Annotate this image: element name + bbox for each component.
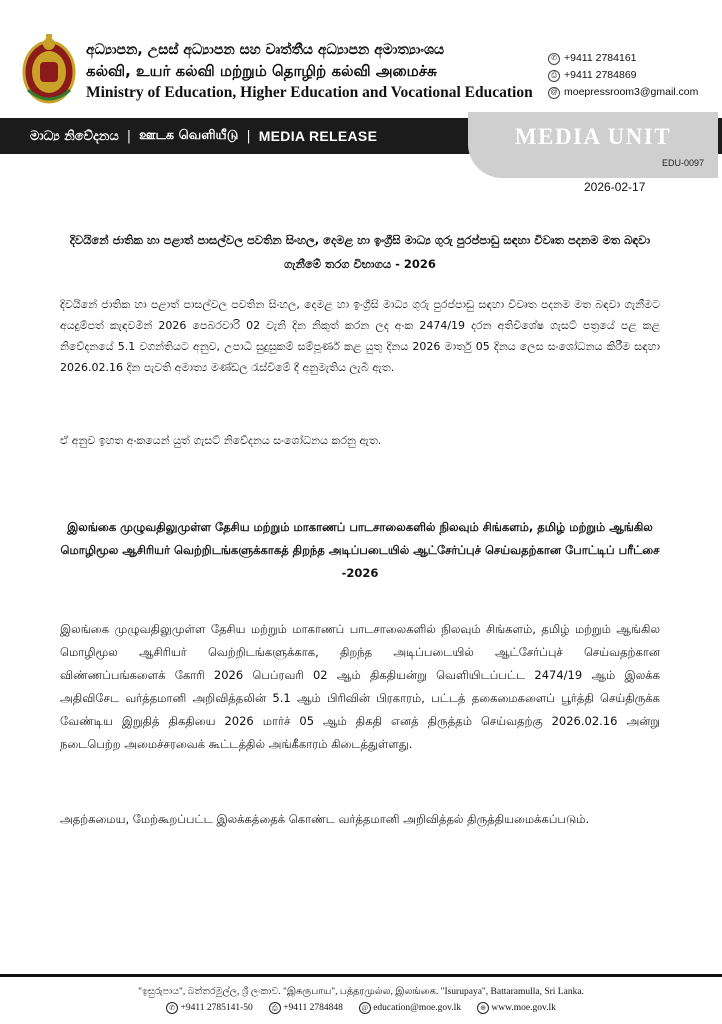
globe-icon: ⊕ (477, 1002, 489, 1014)
email-icon: @ (359, 1002, 371, 1014)
release-code: EDU-0097 (661, 158, 704, 168)
footer-email[interactable]: education@moe.gov.lk (373, 1003, 462, 1013)
tamil-title: இலங்கை முழுவதிலுமுள்ள தேசிய மற்றும் மாகாணப் பாடசாலைகளில் நிலவும் சிங்களம், தமிழ் மற்றும் ஆங்கில மொழிமூல ஆசிரியர் வெற்றிடங்களுக்காகத் திறந்த அடிப்படையில் ஆட்சேர்ப்புச் செய்வதற்கான போட்டிப் பரீட்சை -2026 (60, 520, 660, 580)
header-fax-row (548, 67, 718, 84)
ministry-name-english: Ministry of Education, Higher Education and Vocational Education (86, 84, 533, 101)
sinhala-title: දිවයිනේ ජාතික හා පළාත් පාසල්වල පවතින සිංහල, දෙමළ හා ඉංග්‍රීසි මාධ්‍ය ගුරු පුරප්පාඩු සඳහා විවෘත පදනම මත බඳවා ගැනීමේ තරග විභාගය - 2026 (69, 233, 651, 271)
sinhala-paragraph-2: ඒ අනුව ඉහත අංකයෙන් යුත් ගැසට් නිවේදනය සංශෝධනය කරනු ඇත. (60, 434, 382, 447)
header-phone1: +9411 2784161 (564, 52, 637, 64)
footer-fax: +9411 2784848 (283, 1003, 343, 1013)
footer-phone: +9411 2785141-50 (180, 1003, 253, 1013)
tamil-paragraph-1: இலங்கை முழுவதிலுமுள்ள தேசிய மற்றும் மாகாணப் பாடசாலைகளில் நிலவும் சிங்களம், தமிழ் மற்றும் ஆங்கில மொழிமூல ஆசிரியர் வெற்றிடங்களுக்காக, திறந்த அடிப்படையில் ஆட்சேர்ப்புச் செய்வதற்கான விண்ணப்பங்களைக் கோரி 2026 பெப்ரவரி 02 ஆம் திகதியன்று வெளியிடப்பட்ட 2474/19 ஆம் இலக்க அதிவிசேட வர்த்தமானி அறிவித்தலின் 5.1 ஆம் பிரிவின் பிரகாரம், பட்டத் தகைமைகளைப் பூர்த்தி செய்திருக்க வேண்டிய இறுதித் திகதியை 2026 மார்ச் 05 ஆம் திகதி எனத் திருத்தம் செய்வதற்கு 2026.02.16 அன்று நடைபெற்ற அமைச்சரவைக் கூட்டத்தில் அங்கீகாரம் கிடைத்துள்ளது. (60, 622, 660, 751)
email-icon: @ (548, 87, 560, 99)
banner-label-sinhala: මාධ්‍ය නිවේදනය (30, 128, 119, 144)
phone-icon: ✆ (548, 53, 560, 65)
media-unit-tab (468, 112, 718, 178)
banner-separator: | (126, 128, 132, 144)
header-contacts (548, 50, 718, 101)
footer-address: "ඉසුරුපාය", බත්තරමුල්ල, ශ්‍රී ලංකාව. "இசுருபாய", பத்தரமுல்ல, இலங்கை. "Isurupaya", Battaramulla, Sri Lanka. (138, 987, 584, 997)
footer (0, 984, 722, 1016)
footer-website[interactable]: www.moe.gov.lk (491, 1003, 556, 1013)
release-date: 2026-02-17 (584, 180, 646, 194)
fax-icon: ⎙ (548, 70, 560, 82)
header-email-row (548, 84, 718, 101)
ministry-name-tamil: கல்வி, உயர் கல்வி மற்றும் தொழிற் கல்வி அமைச்சு (86, 62, 437, 80)
fax-icon: ⎙ (269, 1002, 281, 1014)
banner-label-english: MEDIA RELEASE (258, 128, 378, 144)
footer-divider (0, 974, 722, 977)
ministry-name-sinhala: අධ්‍යාපන, උසස් අධ්‍යාපන සහ වෘත්තීය අධ්‍යාපන අමාත්‍යාංශය (86, 42, 445, 58)
banner-label-tamil: ஊடக வெளியீடு (139, 128, 239, 143)
national-emblem-icon (22, 32, 76, 104)
header-phone-row (548, 50, 718, 67)
banner-separator: | (246, 128, 251, 144)
media-unit-label: MEDIA UNIT (514, 124, 672, 149)
letterhead (0, 0, 722, 115)
tamil-paragraph-2: அதற்கமைய, மேற்கூறப்பட்ட இலக்கத்தைக் கொண்ட வர்த்தமானி அறிவித்தல் திருத்தியமைக்கப்படும். (60, 812, 590, 826)
header-email: moepressroom3@gmail.com (564, 86, 699, 98)
footer-contacts (0, 1000, 722, 1016)
phone-icon: ✆ (166, 1002, 178, 1014)
ministry-name (86, 40, 533, 104)
sinhala-paragraph-1: දිවයිනේ ජාතික හා පළාත් පාසල්වල පවතින සිංහල, දෙමළ හා ඉංග්‍රීසි මාධ්‍ය ගුරු පුරප්පාඩු සඳහා විවෘත පදනම මත බඳවා ගැනීමට අයදුම්පත් කැඳවමින් 2026 පෙබරවාරි 02 වැනි දින නිකුත් කරන ලද අංක 2474/19 දරන අතිවිශේෂ ගැසට් පත්‍රයේ පළ කළ නිවේදනයේ 5.1 වගන්තියට අනුව, උපාධි සුදුසුකම් සම්පූර්ණ කළ යුතු දිනය 2026 මාර්තු 05 දිනය ලෙස සංශෝධනය කිරීම සඳහා 2026.02.16 දින පැවති අමාත්‍ය මණ්ඩල රැස්වීමේ දී අනුමැතිය ලැබී ඇත. (60, 298, 660, 374)
header-phone2: +9411 2784869 (564, 69, 637, 81)
